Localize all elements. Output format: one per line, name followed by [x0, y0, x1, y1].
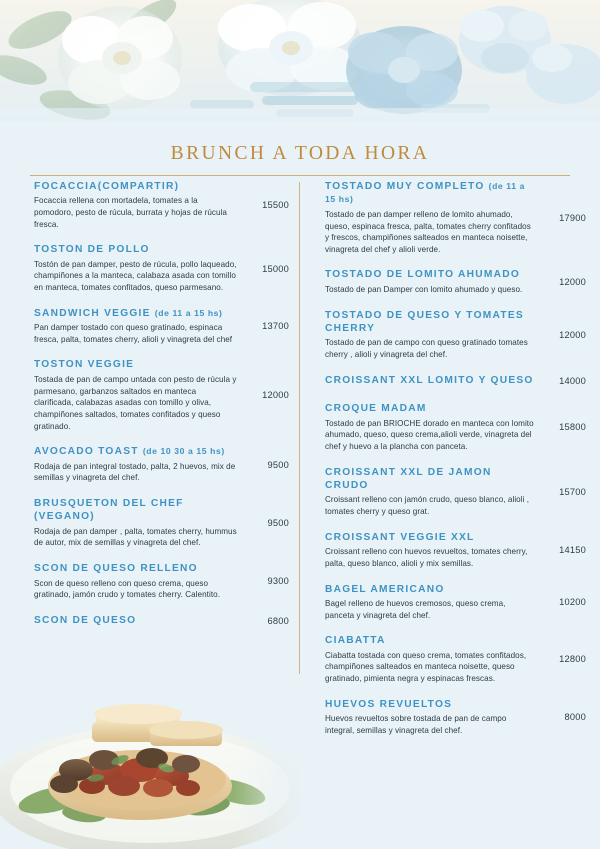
- floral-banner-image: [0, 0, 600, 133]
- menu-item[interactable]: [34, 180, 289, 230]
- menu-item[interactable]: [325, 374, 586, 389]
- menu-item-price: 15800: [559, 422, 586, 433]
- menu-item[interactable]: [34, 445, 289, 484]
- menu-item-name: SCON DE QUESO: [34, 614, 137, 626]
- menu-item-description: Focaccia rellena con mortadela, tomates a la pomodoro, pesto de rúcula, burrata y hojas de rúcula fresca.: [34, 196, 227, 229]
- menu-item-name: TOSTON VEGGIE: [34, 359, 135, 371]
- menu-item-name: SCON DE QUESO RELLENO: [34, 563, 198, 575]
- menu-column-right: [299, 180, 600, 840]
- menu-item-price: 15500: [262, 200, 289, 211]
- page-title-container: [0, 133, 600, 175]
- menu-item-description: Croissant relleno con huevos revueltos, tomates cherry, palta, queso blanco, alioli y mix semillas.: [325, 547, 528, 568]
- menu-item[interactable]: [34, 243, 289, 293]
- menu-item-description: Huevos revueltos sobre tostada de pan de campo integral, semillas y vinagreta del chef.: [325, 714, 507, 735]
- menu-item-name: CROQUE MADAM: [325, 403, 427, 415]
- menu-item-name: CIABATTA: [325, 635, 386, 647]
- menu-item-name: [325, 180, 534, 207]
- menu-item-name: CROISSANT XXL DE JAMON CRUDO: [325, 466, 492, 492]
- menu-item-price: 12000: [559, 329, 586, 340]
- menu-item[interactable]: [325, 180, 586, 255]
- menu-item-price: 12000: [262, 390, 289, 401]
- food-photo-image: [0, 674, 300, 849]
- menu-item-price: 15700: [559, 486, 586, 497]
- menu-item-description: Tostado de pan Damper con lomito ahumado y queso.: [325, 284, 523, 294]
- title-divider-rule: [30, 175, 570, 176]
- menu-item-description: Rodaja de pan damper , palta, tomates cherry, hummus de autor, mix de semillas y vinagreta del chef.: [34, 526, 237, 548]
- menu-item[interactable]: [34, 307, 289, 346]
- menu-item-name-text: SANDWICH VEGGIE: [34, 307, 151, 319]
- menu-item-name-text: TOSTADO MUY COMPLETO: [325, 181, 485, 192]
- menu-item-description: Tostón de pan damper, pesto de rúcula, pollo laqueado, champiñones a la manteca, calabaza asada con tomillo en manteca, tomates confitados, queso parmesano.: [34, 259, 237, 293]
- menu-item-description: Scon de queso relleno con queso crema, queso gratinado, jamón crudo y tomates cherry. Calentito.: [34, 578, 221, 600]
- menu-item-name: FOCACCIA(COMPARTIR): [34, 181, 180, 192]
- menu-item-name: CROISSANT XXL LOMITO Y QUESO: [325, 374, 534, 386]
- menu-item-price: 9300: [267, 576, 289, 587]
- menu-item[interactable]: [325, 583, 586, 622]
- menu-item[interactable]: [325, 268, 586, 295]
- menu-item-name: TOSTADO DE LOMITO AHUMADO: [325, 269, 520, 281]
- menu-item-price: 9500: [267, 517, 289, 528]
- menu-item-description: Tostado de pan BRIOCHE dorado en manteca con lomito ahumado, queso, queso crema,alioli verde, vinagreta del chef y huevo a la plancha con panceta.: [325, 418, 534, 451]
- menu-item[interactable]: [325, 698, 586, 737]
- menu-item[interactable]: [325, 466, 586, 518]
- menu-item-name-text: AVOCADO TOAST: [34, 446, 139, 458]
- menu-item-price: 10200: [559, 596, 586, 607]
- menu-item-name: [34, 307, 237, 320]
- menu-item-description: Tostado de pan de campo con queso gratinado tomates cherry , alioli y vinagreta del chef.: [325, 338, 528, 360]
- menu-item-name: BRUSQUETON DEL CHEF (VEGANO): [34, 497, 184, 523]
- menu-item[interactable]: [34, 497, 289, 549]
- menu-item-description: Tostada de pan de campo untada con pesto de rúcula y parmesano, garbanzos saltados en manteca clarificada, calabazas asadas con tomillo y oliva, champiñones saltados, tomates confitados y queso gratinado.: [34, 374, 237, 431]
- menu-item[interactable]: [325, 402, 586, 452]
- menu-item-description: Pan damper tostado con queso gratinado, espinaca fresca, palta, tomates cherry, alioli y vinagreta del chef: [34, 323, 233, 344]
- menu-item[interactable]: [34, 358, 289, 432]
- page-title: BRUNCH A TODA HORA: [170, 143, 430, 164]
- menu-item-price: 14000: [559, 376, 586, 387]
- menu-item-description: Croissant relleno con jamón crudo, queso blanco, alioli , tomates cherry y queso grat.: [325, 495, 530, 517]
- menu-item-price: 12000: [559, 277, 586, 288]
- menu-item[interactable]: [34, 562, 289, 601]
- menu-item[interactable]: [34, 614, 289, 627]
- menu-item[interactable]: [325, 531, 586, 570]
- menu-item-note: (de 10 30 a 15 hs): [142, 446, 225, 457]
- menu-item-name: [34, 445, 237, 458]
- menu-item-price: 8000: [564, 711, 586, 722]
- menu-item-price: 13700: [262, 321, 289, 332]
- menu-item-note: (de 11 a 15 hs): [325, 181, 525, 205]
- menu-item-description: Bagel relleno de huevos cremosos, queso crema, panceta y vinagreta del chef.: [325, 598, 506, 620]
- menu-item-description: Ciabatta tostada con queso crema, tomates confitados, champiñones salteados en manteca noisette, queso gratinado, pimienta negra y espinacas frescas.: [325, 650, 527, 683]
- menu-item[interactable]: [325, 309, 586, 361]
- menu-item-price: 9500: [267, 459, 289, 470]
- menu-item-name: TOSTON DE POLLO: [34, 244, 150, 256]
- menu-item-name: BAGEL AMERICANO: [325, 583, 445, 595]
- menu-item-price: 12800: [559, 654, 586, 665]
- menu-item-price: 14150: [559, 545, 586, 556]
- menu-item-description: Tostado de pan damper relleno de lomito ahumado, queso, espinaca fresca, palta, tomates cherry confitados y frescos, champiñones salteados en manteca noisette, vinagreta del chef y alioli verde.: [325, 209, 531, 254]
- menu-item-price: 15000: [262, 263, 289, 274]
- menu-item-name: TOSTADO DE QUESO Y TOMATES CHERRY: [325, 309, 524, 335]
- menu-item-note: (de 11 a 15 hs): [154, 307, 223, 318]
- menu-item-price: 6800: [267, 615, 289, 626]
- menu-item-price: 17900: [559, 212, 586, 223]
- menu-item-description: Rodaja de pan integral tostado, palta, 2 huevos, mix de semillas y vinagreta del chef.: [34, 461, 236, 483]
- menu-item-name: HUEVOS REVUELTOS: [325, 698, 453, 710]
- menu-item[interactable]: [325, 634, 586, 684]
- menu-item-name: CROISSANT VEGGIE XXL: [325, 531, 475, 543]
